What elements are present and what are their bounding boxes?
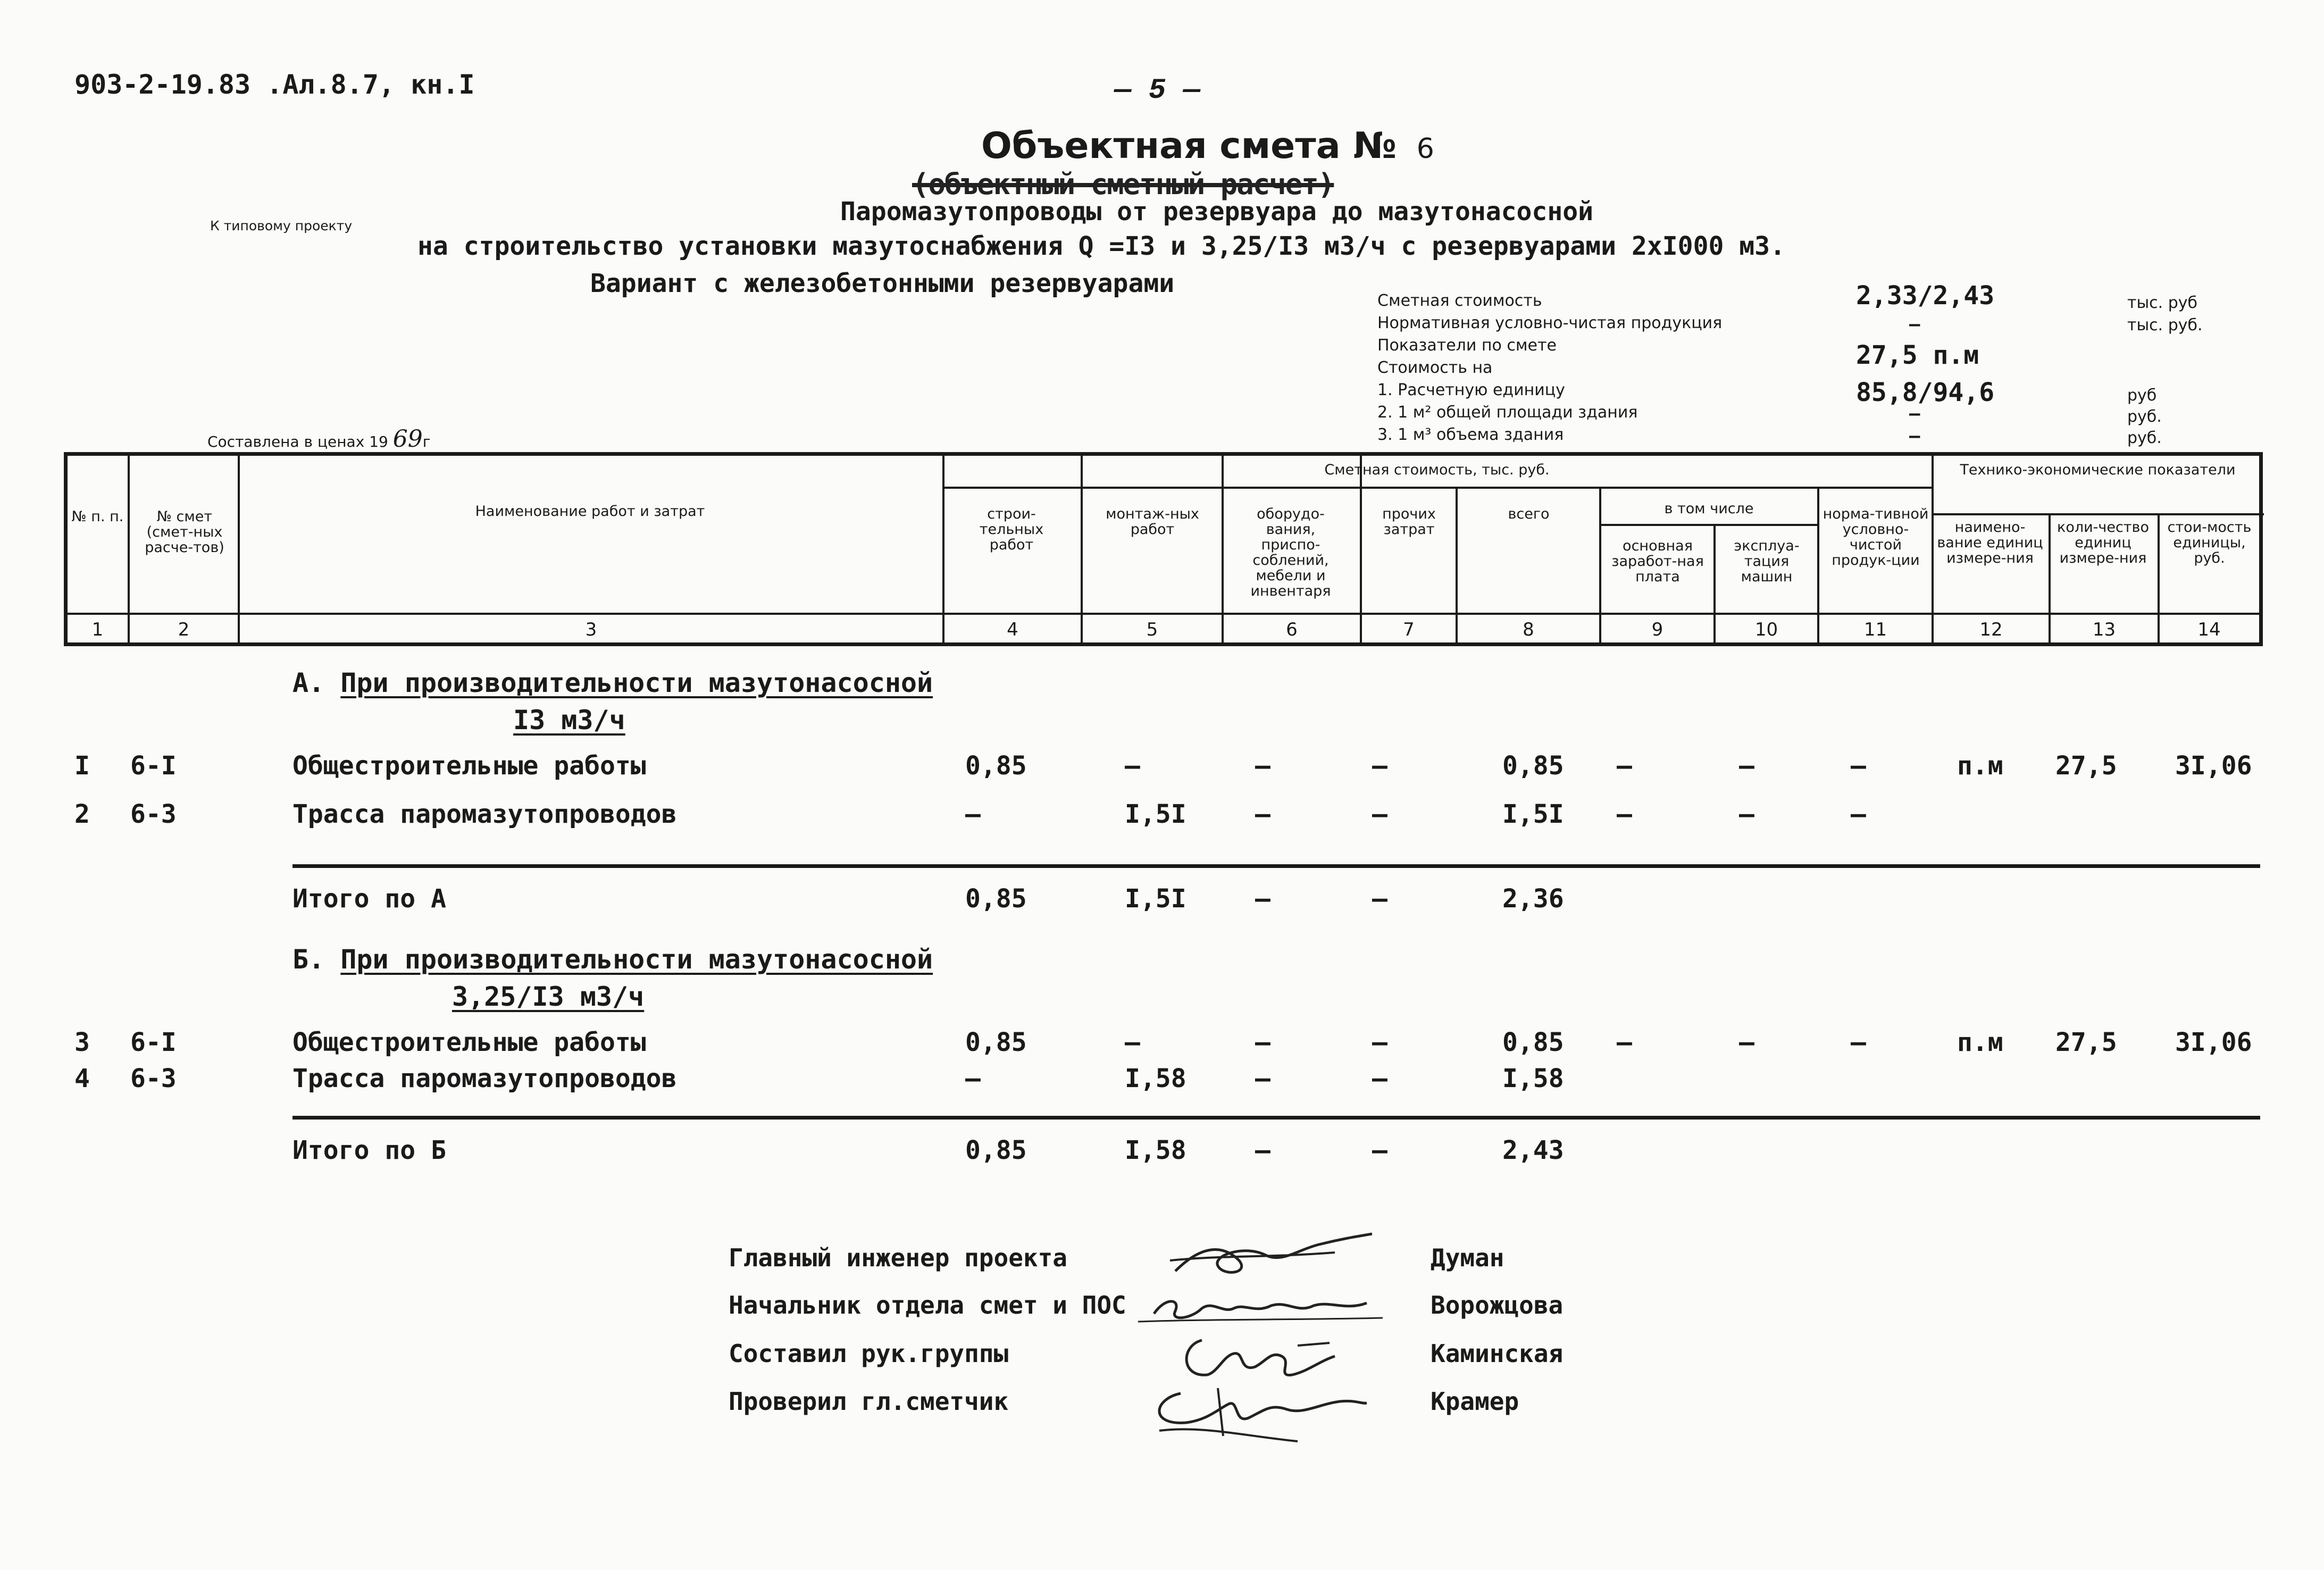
struck-subtitle: (объектный сметный расчет) (912, 168, 1334, 201)
prices-year: 69 (392, 425, 423, 453)
summary-label-1: Нормативная условно-чистая продукция (1377, 314, 1723, 332)
summary-unit-6: руб. (2127, 429, 2162, 447)
summary-unit-0: тыс. руб (2127, 294, 2198, 312)
group-cost-header: Сметная стоимость, тыс. руб. (1324, 462, 1550, 478)
col-number-6: 6 (1286, 619, 1298, 640)
col-number-9: 9 (1651, 619, 1663, 640)
col-number-4: 4 (1007, 619, 1018, 640)
to-project-label: К типовому проекту (210, 218, 353, 233)
summary-unit-5: руб. (2127, 407, 2162, 426)
col-header-7: прочих затрат (1382, 506, 1436, 538)
summary-label-5: 2. 1 м² общей площади здания (1377, 403, 1638, 422)
signature-role-4: Проверил гл.сметчик (729, 1387, 1009, 1416)
section-b-subtitle: 3,25/I3 м3/ч (452, 981, 645, 1012)
signature-name-1: Думан (1431, 1243, 1504, 1272)
summary-value-1: – (1909, 314, 1920, 335)
signature-mark-4 (1138, 1372, 1372, 1452)
summary-label-6: 3. 1 м³ объема здания (1377, 425, 1564, 444)
divider (292, 1116, 2260, 1120)
summary-label-4: 1. Расчетную единицу (1377, 381, 1565, 399)
col-number-5: 5 (1146, 619, 1158, 640)
col-number-8: 8 (1523, 619, 1534, 640)
summary-value-0: 2,33/2,43 (1856, 281, 1995, 311)
signature-name-2: Ворожцова (1431, 1291, 1564, 1320)
summary-unit-1: тыс. руб. (2127, 316, 2203, 335)
divider (292, 864, 2260, 868)
signature-name-3: Каминская (1431, 1339, 1564, 1368)
col-number-11: 11 (1863, 619, 1887, 640)
summary-unit-4: руб (2127, 386, 2157, 405)
section-b-title: Б. При производительности мазутонасосной (292, 944, 933, 975)
summary-value-6: – (1909, 425, 1920, 447)
signature-name-4: Крамер (1431, 1387, 1519, 1416)
document-code: 903-2-19.83 .Ал.8.7, кн.I (74, 69, 475, 100)
col-header-2: № смет (смет-ных расче-тов) (145, 508, 224, 556)
page-title (981, 125, 1434, 167)
summary-value-4: 85,8/94,6 (1856, 378, 1995, 407)
col-header-5: монтаж-ных работ (1106, 506, 1199, 538)
col-header-14: стои-мость единицы, руб. (2167, 519, 2252, 566)
section-a-subtitle: I3 м3/ч (513, 705, 625, 736)
page-number: — 5 — (1114, 74, 1201, 107)
col-header-9: основная заработ-ная плата (1611, 538, 1704, 585)
summary-label-0: Сметная стоимость (1377, 291, 1542, 310)
title-text: Объектная смета № (981, 125, 1397, 167)
col-header-1: № п. п. (71, 508, 124, 525)
col-number-3: 3 (585, 619, 597, 640)
signature-role-1: Главный инженер проекта (729, 1243, 1067, 1272)
col-header-8: всего (1508, 506, 1550, 522)
summary-value-2: 27,5 п.м (1856, 340, 1979, 370)
summary-label-2: Показатели по смете (1377, 336, 1557, 355)
col-header-11: норма-тивной условно-чистой продук-ции (1823, 506, 1929, 569)
header-line-1: Паромазутопроводы от резервуара до мазутонасосной (840, 197, 1594, 227)
section-a-title: А. При производительности мазутонасосной (292, 667, 933, 698)
col-number-13: 13 (2092, 619, 2116, 640)
col-number-2: 2 (178, 619, 190, 640)
col-header-10: эксплуа-тация машин (1734, 538, 1800, 585)
title-number: 6 (1416, 133, 1434, 165)
col-number-10: 10 (1754, 619, 1778, 640)
col-header-6: оборудо-вания, приспо-соблений, мебели и инвентаря (1250, 506, 1331, 599)
col-header-13: коли-чество единиц измере-ния (2057, 519, 2149, 566)
col-number-12: 12 (1979, 619, 2003, 640)
estimate-table-header (64, 452, 2263, 646)
col-number-7: 7 (1403, 619, 1415, 640)
prices-label: Составлена в ценах 19 69г (207, 425, 431, 453)
col-number-14: 14 (2197, 619, 2221, 640)
header-line-3: Вариант с железобетонными резервуарами (590, 269, 1175, 298)
summary-label-3: Стоимость на (1377, 358, 1493, 377)
col-header-12: наимено-вание единиц измере-ния (1937, 519, 2043, 566)
summary-value-5: – (1909, 403, 1920, 424)
signature-role-2: Начальник отдела смет и ПОС (729, 1291, 1126, 1320)
signature-mark-2 (1133, 1276, 1388, 1330)
col-number-1: 1 (91, 619, 104, 640)
group-tech-header: Технико-экономические показатели (1960, 462, 2236, 478)
group-incl-header: в том числе (1664, 500, 1754, 517)
signature-role-3: Составил рук.группы (729, 1339, 1009, 1368)
col-header-4: строи-тельных работ (979, 506, 1044, 553)
col-header-3: Наименование работ и затрат (475, 503, 705, 520)
header-line-2: на строительство установки мазутоснабжения Q =I3 и 3,25/I3 м3/ч с резервуарами 2хI000 м3. (417, 231, 1785, 261)
